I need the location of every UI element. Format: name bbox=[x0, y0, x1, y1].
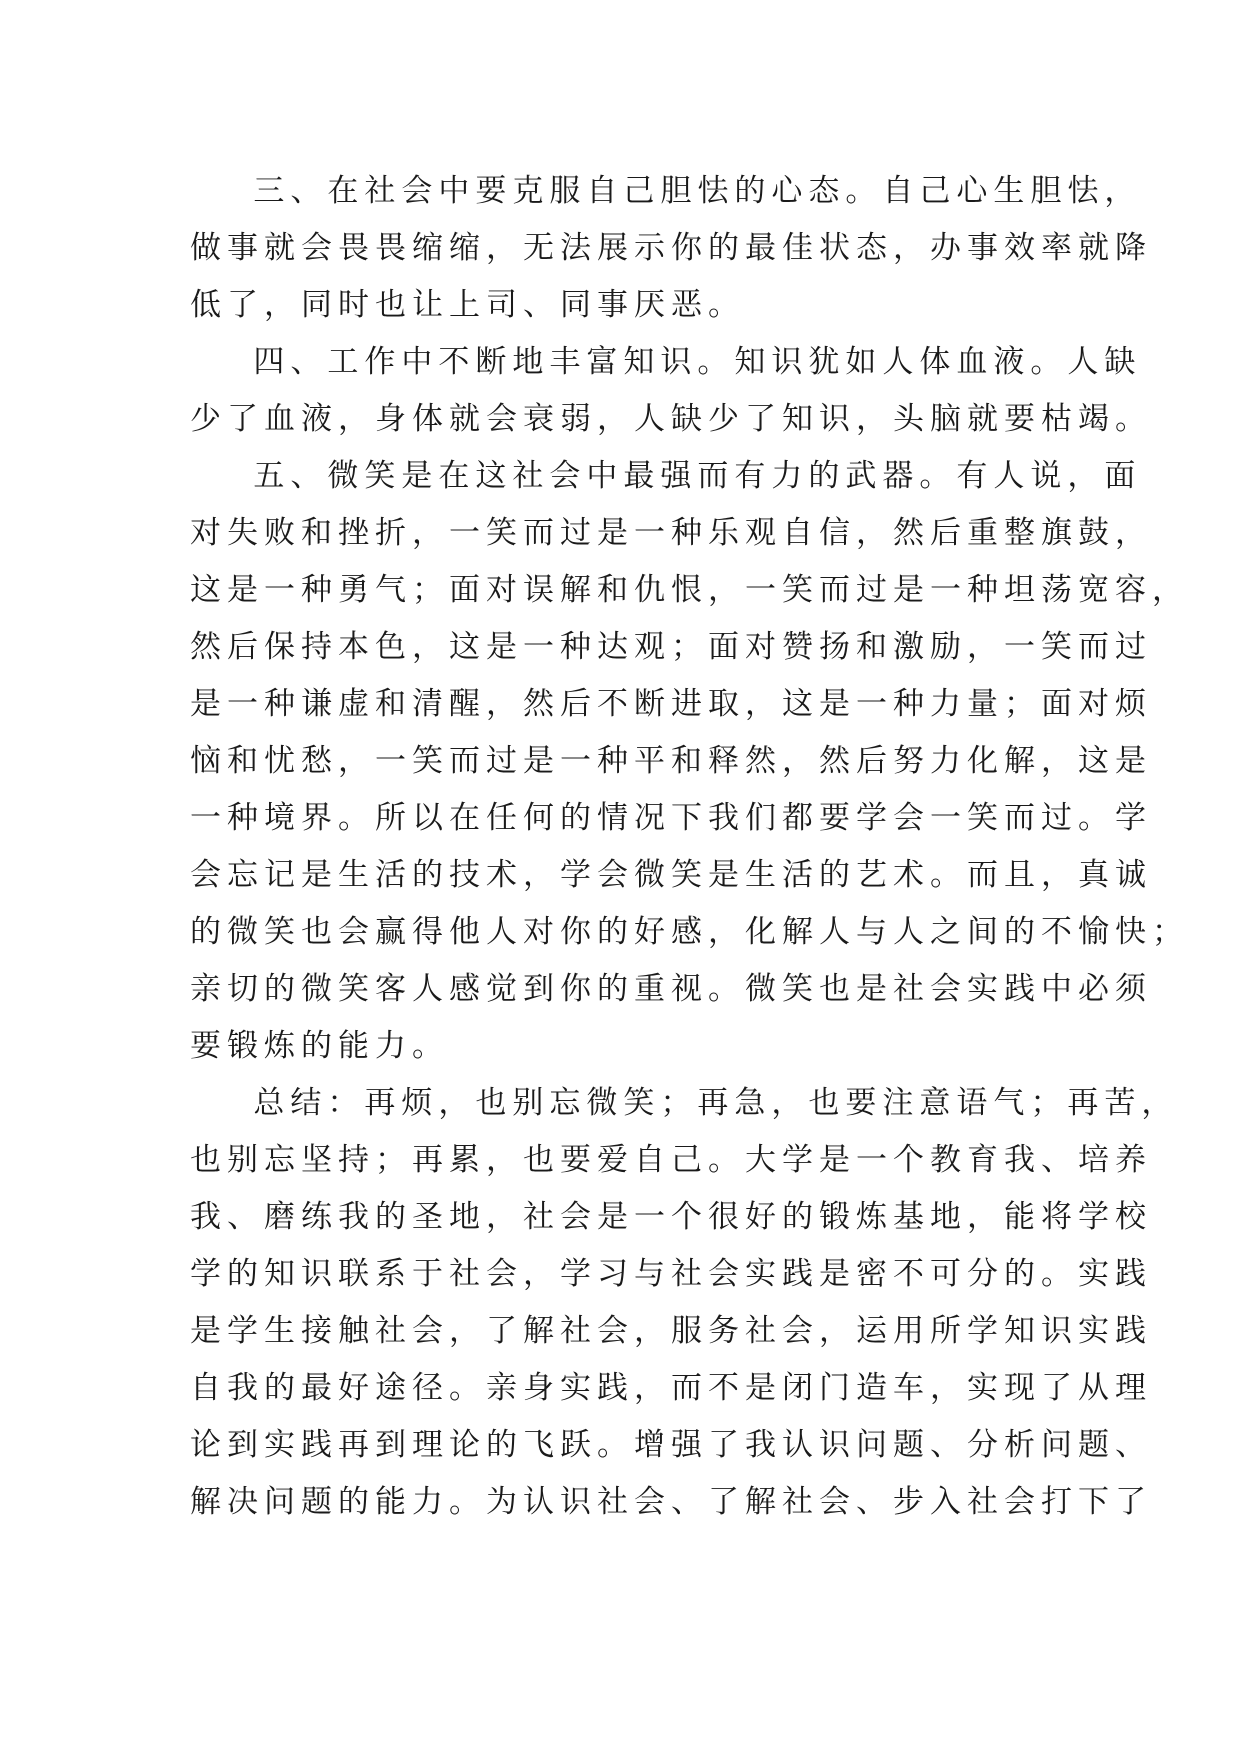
document-body bbox=[190, 163, 1189, 1531]
text-line: 自我的最好途径。亲身实践，而不是闭门造车，实现了从理 bbox=[190, 1370, 1152, 1406]
text-line: 会忘记是生活的技术，学会微笑是生活的艺术。而且，真诚 bbox=[190, 857, 1152, 893]
text-line: 总结：再烦，也别忘微笑；再急，也要注意语气；再苦， bbox=[190, 1085, 1179, 1121]
text-line: 是一种谦虚和清醒，然后不断进取，这是一种力量；面对烦 bbox=[190, 686, 1152, 722]
text-line: 亲切的微笑客人感觉到你的重视。微笑也是社会实践中必须 bbox=[190, 971, 1152, 1007]
text-line: 解决问题的能力。为认识社会、了解社会、步入社会打下了 bbox=[190, 1484, 1152, 1520]
text-line: 的微笑也会赢得他人对你的好感，化解人与人之间的不愉快； bbox=[190, 914, 1189, 950]
text-line: 四、工作中不断地丰富知识。知识犹如人体血液。人缺 bbox=[190, 344, 1142, 380]
text-line: 少了血液，身体就会衰弱，人缺少了知识，头脑就要枯竭。 bbox=[190, 401, 1152, 437]
text-line: 是学生接触社会，了解社会，服务社会，运用所学知识实践 bbox=[190, 1313, 1152, 1349]
text-line: 低了，同时也让上司、同事厌恶。 bbox=[190, 287, 745, 323]
text-line: 五、微笑是在这社会中最强而有力的武器。有人说，面 bbox=[190, 458, 1142, 494]
text-line: 然后保持本色，这是一种达观；面对赞扬和激励，一笑而过 bbox=[190, 629, 1152, 665]
text-line: 恼和忧愁，一笑而过是一种平和释然，然后努力化解，这是 bbox=[190, 743, 1152, 779]
text-line: 这是一种勇气；面对误解和仇恨，一笑而过是一种坦荡宽容， bbox=[190, 572, 1189, 608]
text-line: 做事就会畏畏缩缩，无法展示你的最佳状态，办事效率就降 bbox=[190, 230, 1152, 266]
text-line: 论到实践再到理论的飞跃。增强了我认识问题、分析问题、 bbox=[190, 1427, 1152, 1463]
text-line: 对失败和挫折，一笑而过是一种乐观自信，然后重整旗鼓， bbox=[190, 515, 1152, 551]
text-line: 也别忘坚持；再累，也要爱自己。大学是一个教育我、培养 bbox=[190, 1142, 1152, 1178]
text-line: 三、在社会中要克服自己胆怯的心态。自己心生胆怯， bbox=[190, 173, 1142, 209]
text-line: 我、磨练我的圣地，社会是一个很好的锻炼基地，能将学校 bbox=[190, 1199, 1152, 1235]
text-line: 学的知识联系于社会，学习与社会实践是密不可分的。实践 bbox=[190, 1256, 1152, 1292]
text-line: 要锻炼的能力。 bbox=[190, 1028, 449, 1064]
text-line: 一种境界。所以在任何的情况下我们都要学会一笑而过。学 bbox=[190, 800, 1152, 836]
